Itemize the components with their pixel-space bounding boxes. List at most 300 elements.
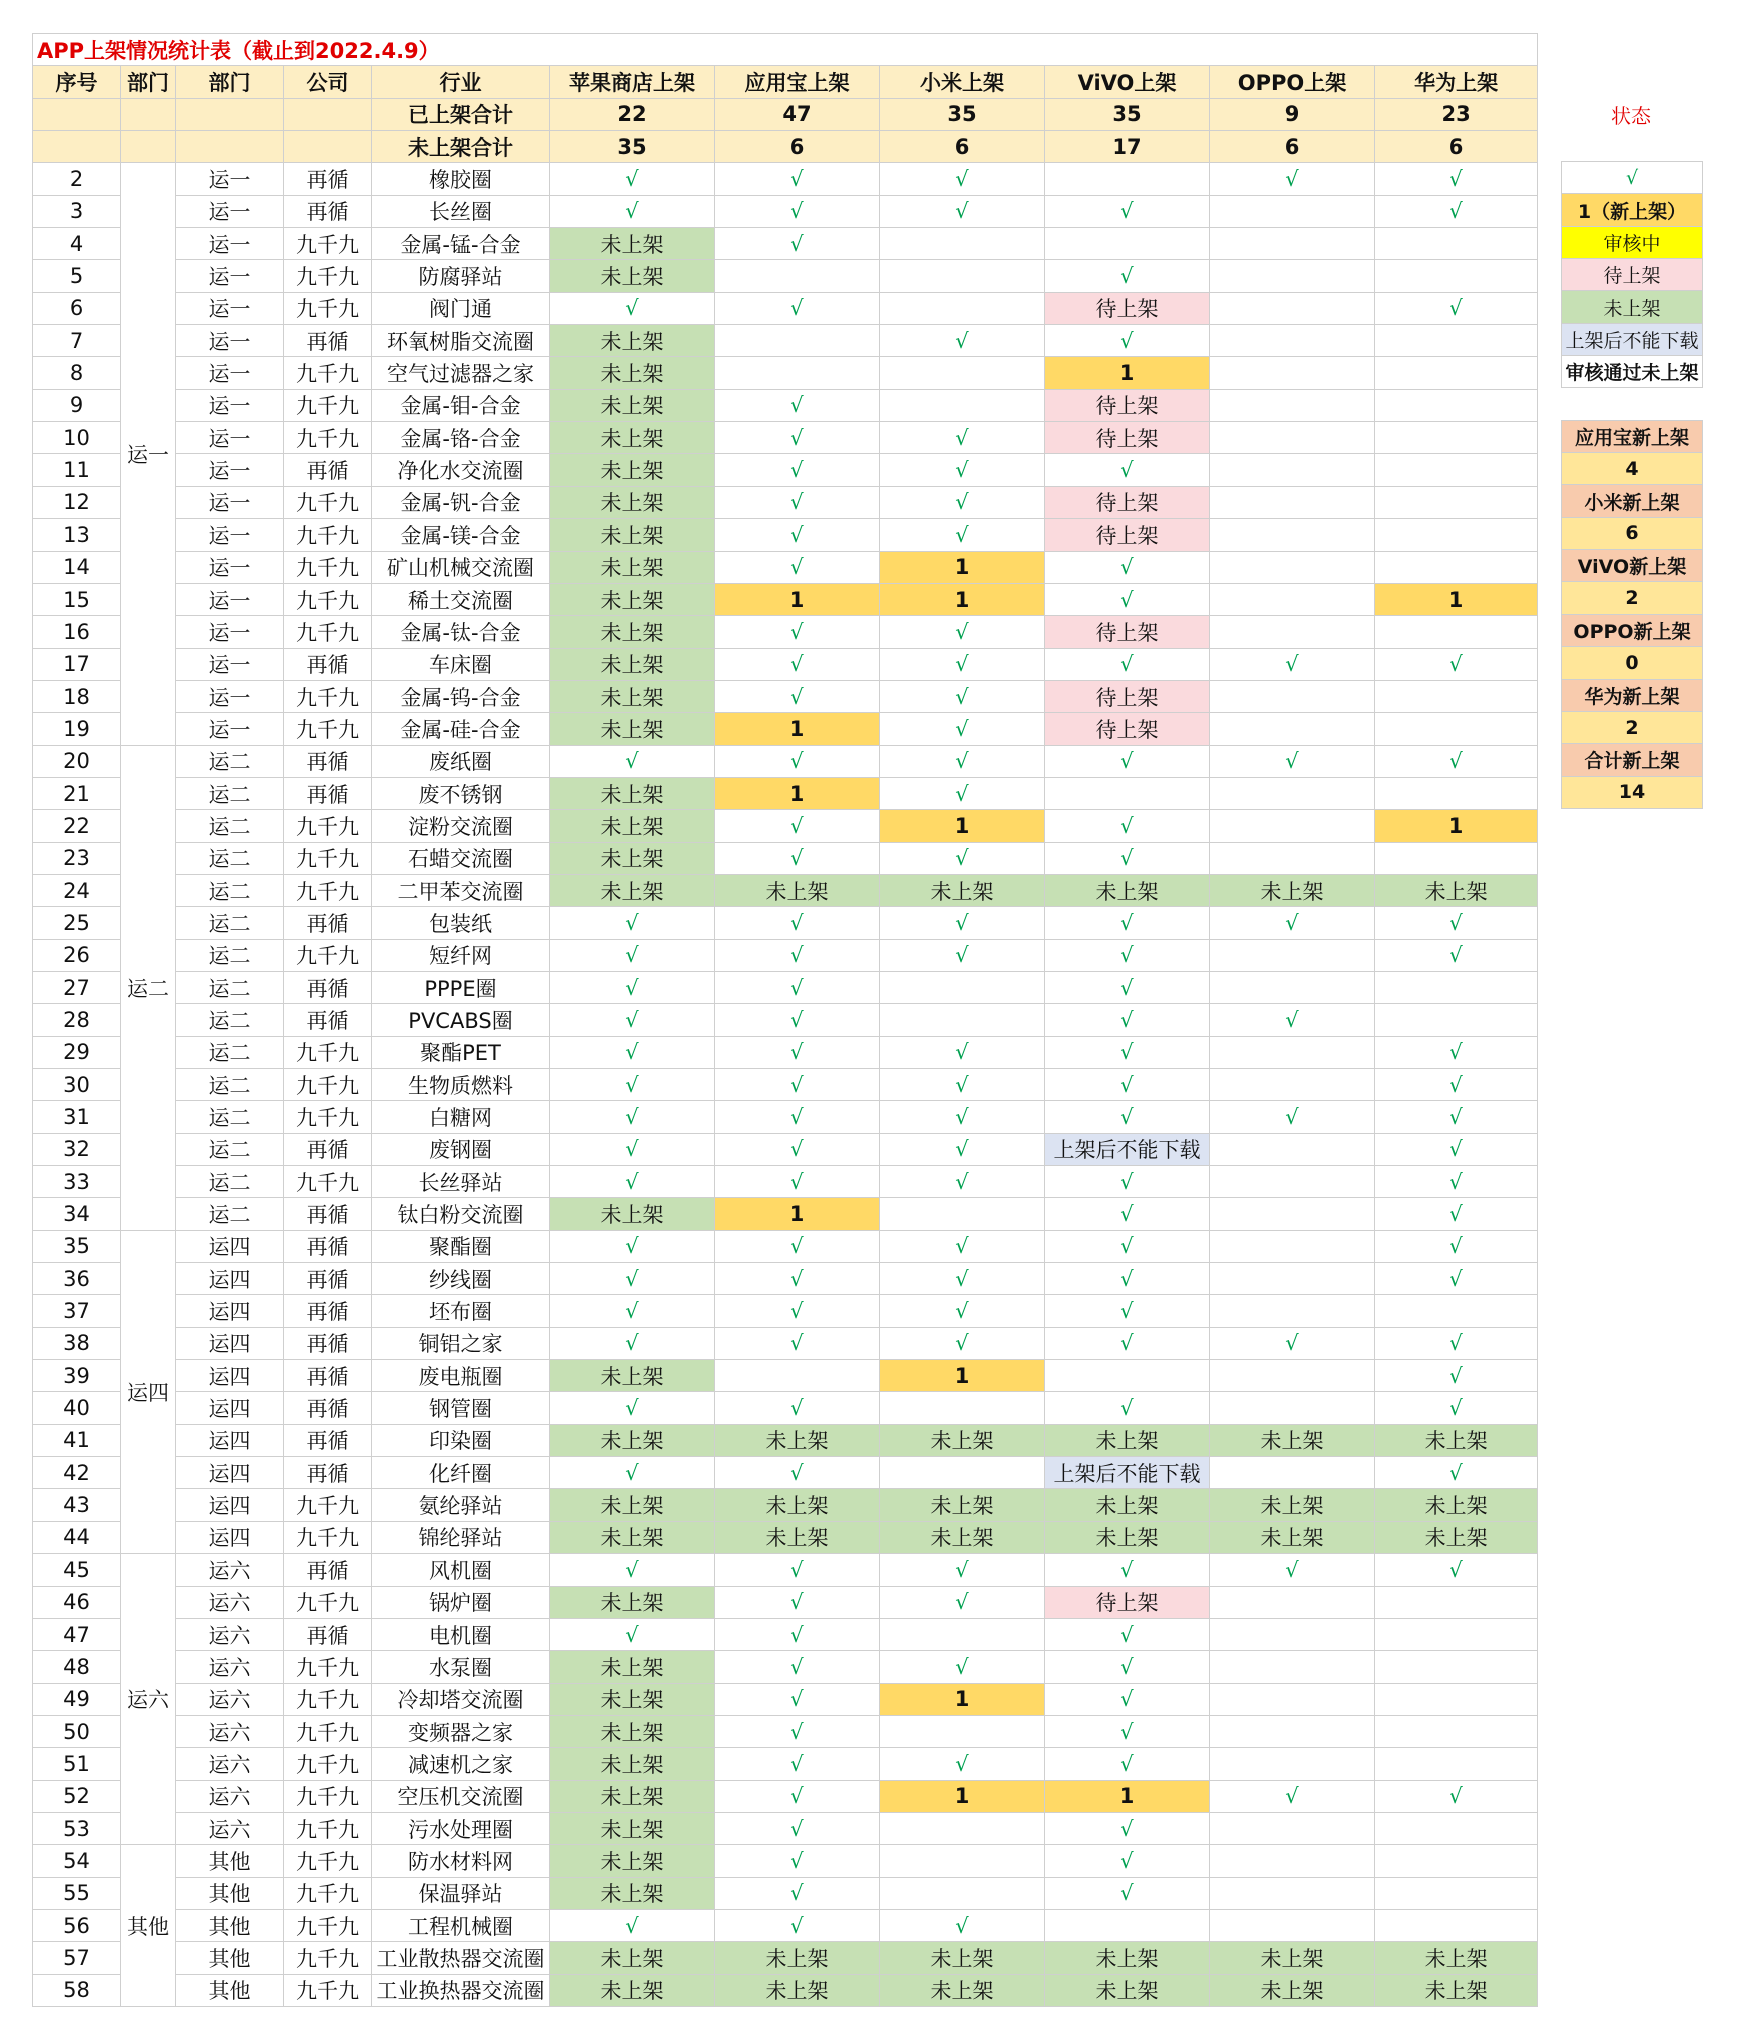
legend-stat-row [1562, 744, 1703, 776]
industry-cell: 保温驿站 [372, 1877, 550, 1909]
industry-cell: 锅炉圈 [372, 1586, 550, 1618]
company-cell: 九千九 [284, 1521, 372, 1553]
legend-stat-row [1562, 420, 1703, 452]
row-number: 29 [33, 1036, 121, 1068]
company-cell: 再循 [284, 163, 372, 195]
company-cell: 九千九 [284, 1942, 372, 1974]
row-number: 17 [33, 648, 121, 680]
row-number: 54 [33, 1845, 121, 1877]
new-listing-count: 6 [1562, 517, 1703, 549]
status-cell [1210, 1069, 1375, 1101]
status-cell: √ [715, 1327, 880, 1359]
status-cell: 未上架 [715, 1521, 880, 1553]
new-listing-count: 2 [1562, 711, 1703, 743]
status-cell: √ [880, 195, 1045, 227]
status-cell: √ [880, 325, 1045, 357]
status-cell: 未上架 [1375, 1521, 1538, 1553]
status-cell [1210, 519, 1375, 551]
status-cell: √ [1375, 1780, 1538, 1812]
table-row [33, 292, 1538, 324]
app-listing-table [32, 33, 1538, 2007]
row-number: 52 [33, 1780, 121, 1812]
industry-cell: 聚酯圈 [372, 1230, 550, 1262]
dept-cell: 运一 [176, 389, 284, 421]
row-number: 31 [33, 1101, 121, 1133]
dept-cell: 运二 [176, 939, 284, 971]
status-cell: 待上架 [1045, 389, 1210, 421]
status-cell: √ [715, 486, 880, 518]
status-cell: 未上架 [550, 1198, 715, 1230]
status-cell: 未上架 [715, 1974, 880, 2006]
status-cell: √ [1375, 648, 1538, 680]
dept-cell: 运六 [176, 1780, 284, 1812]
status-cell: 1 [880, 583, 1045, 615]
status-cell: 未上架 [550, 228, 715, 260]
status-cell: √ [1375, 292, 1538, 324]
legend-stat-row [1562, 582, 1703, 614]
status-cell: 未上架 [1375, 1942, 1538, 1974]
header-cell: 行业 [372, 66, 550, 98]
dept-cell: 运一 [176, 260, 284, 292]
status-cell [715, 260, 880, 292]
status-cell: 待上架 [1045, 680, 1210, 712]
legend-body [1562, 162, 1703, 809]
status-cell: √ [880, 777, 1045, 809]
status-cell: √ [880, 1101, 1045, 1133]
status-cell: √ [715, 648, 880, 680]
status-cell: 未上架 [550, 519, 715, 551]
status-cell: √ [715, 1036, 880, 1068]
table-row [33, 389, 1538, 421]
industry-cell: 环氧树脂交流圈 [372, 325, 550, 357]
status-cell: √ [550, 1069, 715, 1101]
status-cell [715, 325, 880, 357]
dept-cell: 运二 [176, 1198, 284, 1230]
industry-cell: 金属-钛-合金 [372, 616, 550, 648]
status-cell [1375, 1715, 1538, 1747]
industry-cell: 电机圈 [372, 1618, 550, 1650]
dept-cell: 运二 [176, 810, 284, 842]
company-cell: 九千九 [284, 1715, 372, 1747]
row-number: 19 [33, 713, 121, 745]
table-row [33, 1521, 1538, 1553]
status-cell: √ [1375, 1392, 1538, 1424]
table-row [33, 1457, 1538, 1489]
status-cell: √ [715, 939, 880, 971]
status-cell: √ [550, 1101, 715, 1133]
industry-cell: 纱线圈 [372, 1263, 550, 1295]
status-cell: √ [715, 1651, 880, 1683]
status-cell: √ [550, 1166, 715, 1198]
empty-cell [284, 131, 372, 163]
table-row [33, 1812, 1538, 1844]
legend-item: 未上架 [1562, 291, 1703, 323]
company-cell: 再循 [284, 777, 372, 809]
row-number: 53 [33, 1812, 121, 1844]
status-cell: 未上架 [550, 1683, 715, 1715]
company-cell: 九千九 [284, 1036, 372, 1068]
dept-cell: 运一 [176, 616, 284, 648]
company-cell: 再循 [284, 1424, 372, 1456]
status-cell: √ [880, 907, 1045, 939]
status-cell: 1 [1375, 583, 1538, 615]
status-cell: 未上架 [550, 1974, 715, 2006]
summary-value: 47 [715, 98, 880, 130]
status-cell: √ [715, 1230, 880, 1262]
row-number: 30 [33, 1069, 121, 1101]
status-cell: √ [715, 1101, 880, 1133]
company-cell: 再循 [284, 454, 372, 486]
status-cell [1210, 1198, 1375, 1230]
status-cell [1375, 1812, 1538, 1844]
industry-cell: 聚酯PET [372, 1036, 550, 1068]
status-cell: √ [715, 1133, 880, 1165]
status-cell [1375, 680, 1538, 712]
dept-cell: 运一 [176, 583, 284, 615]
company-cell: 再循 [284, 1360, 372, 1392]
table-row [33, 1327, 1538, 1359]
status-cell [1210, 1909, 1375, 1941]
row-number: 36 [33, 1263, 121, 1295]
status-cell: √ [550, 1036, 715, 1068]
status-cell [715, 1360, 880, 1392]
dept-cell: 运四 [176, 1327, 284, 1359]
dept-cell: 运二 [176, 971, 284, 1003]
status-cell: √ [1045, 745, 1210, 777]
status-cell: 1 [880, 1683, 1045, 1715]
legend-row [1562, 194, 1703, 226]
company-cell: 再循 [284, 1295, 372, 1327]
dept-group: 运二 [121, 745, 176, 1230]
status-cell: √ [715, 195, 880, 227]
status-cell: 未上架 [1210, 1521, 1375, 1553]
status-cell: 1 [880, 1780, 1045, 1812]
status-cell: 未上架 [550, 874, 715, 906]
status-cell: √ [1045, 1295, 1210, 1327]
sheet-title: APP上架情况统计表（截止到2022.4.9） [33, 34, 1538, 66]
status-cell: 未上架 [550, 616, 715, 648]
status-cell: √ [880, 1295, 1045, 1327]
company-cell: 九千九 [284, 260, 372, 292]
row-number: 32 [33, 1133, 121, 1165]
dept-cell: 运一 [176, 292, 284, 324]
status-cell: 未上架 [1375, 1424, 1538, 1456]
dept-cell: 运六 [176, 1554, 284, 1586]
status-cell [1210, 1360, 1375, 1392]
status-cell: √ [880, 486, 1045, 518]
dept-cell: 运六 [176, 1748, 284, 1780]
status-cell: √ [1210, 648, 1375, 680]
status-cell [1210, 1457, 1375, 1489]
status-cell [1375, 1618, 1538, 1650]
status-cell [1375, 551, 1538, 583]
status-cell: √ [1045, 1618, 1210, 1650]
table-row [33, 874, 1538, 906]
table-row [33, 971, 1538, 1003]
status-cell [1045, 1909, 1210, 1941]
summary-value: 17 [1045, 131, 1210, 163]
company-cell: 九千九 [284, 874, 372, 906]
table-row [33, 1101, 1538, 1133]
header-cell: 小米上架 [880, 66, 1045, 98]
company-cell: 九千九 [284, 1586, 372, 1618]
status-cell [1210, 1748, 1375, 1780]
table-row [33, 1651, 1538, 1683]
status-cell: √ [715, 842, 880, 874]
legend-gap-cell [1562, 388, 1703, 420]
row-number: 4 [33, 228, 121, 260]
status-cell [1210, 228, 1375, 260]
status-cell [1375, 389, 1538, 421]
industry-cell: 净化水交流圈 [372, 454, 550, 486]
status-cell: √ [715, 810, 880, 842]
table-row [33, 1554, 1538, 1586]
status-cell [1210, 389, 1375, 421]
table-row [33, 745, 1538, 777]
row-number: 6 [33, 292, 121, 324]
status-cell: √ [880, 745, 1045, 777]
status-cell: 1 [715, 583, 880, 615]
industry-cell: 工业换热器交流圈 [372, 1974, 550, 2006]
row-number: 56 [33, 1909, 121, 1941]
status-cell [880, 1392, 1045, 1424]
status-cell: 未上架 [550, 713, 715, 745]
company-cell: 再循 [284, 1327, 372, 1359]
dept-cell: 运一 [176, 195, 284, 227]
company-cell: 九千九 [284, 292, 372, 324]
company-cell: 九千九 [284, 939, 372, 971]
header-cell: 序号 [33, 66, 121, 98]
new-listing-label: ViVO新上架 [1562, 550, 1703, 582]
dept-cell: 运二 [176, 777, 284, 809]
status-cell [1210, 777, 1375, 809]
status-cell [1375, 260, 1538, 292]
row-number: 34 [33, 1198, 121, 1230]
status-cell: √ [715, 1877, 880, 1909]
table-row [33, 422, 1538, 454]
status-cell: √ [1045, 1101, 1210, 1133]
legend-item: 待上架 [1562, 259, 1703, 291]
dept-cell: 运一 [176, 422, 284, 454]
industry-cell: 钛白粉交流圈 [372, 1198, 550, 1230]
table-row [33, 1586, 1538, 1618]
header-cell: OPPO上架 [1210, 66, 1375, 98]
company-cell: 再循 [284, 1230, 372, 1262]
status-cell [880, 292, 1045, 324]
status-cell [1045, 163, 1210, 195]
status-cell: √ [880, 939, 1045, 971]
company-cell: 九千九 [284, 1101, 372, 1133]
empty-cell [284, 98, 372, 130]
status-cell: √ [1045, 1554, 1210, 1586]
table-row [33, 1748, 1538, 1780]
status-cell [1210, 1133, 1375, 1165]
industry-cell: 水泵圈 [372, 1651, 550, 1683]
new-listing-count: 0 [1562, 647, 1703, 679]
summary-value: 6 [715, 131, 880, 163]
row-number: 44 [33, 1521, 121, 1553]
status-cell: 未上架 [550, 1845, 715, 1877]
row-number: 58 [33, 1974, 121, 2006]
dept-group: 运六 [121, 1554, 176, 1845]
status-cell: √ [1045, 1069, 1210, 1101]
status-cell [1375, 1004, 1538, 1036]
status-cell: 待上架 [1045, 713, 1210, 745]
status-cell [1210, 1295, 1375, 1327]
new-listing-count: 4 [1562, 453, 1703, 485]
status-cell: 未上架 [715, 1942, 880, 1974]
company-cell: 九千九 [284, 1877, 372, 1909]
status-cell: √ [715, 1715, 880, 1747]
status-cell: √ [1210, 907, 1375, 939]
industry-cell: 废纸圈 [372, 745, 550, 777]
status-cell: √ [880, 648, 1045, 680]
table-row [33, 1942, 1538, 1974]
status-cell: 未上架 [1375, 874, 1538, 906]
status-cell: √ [715, 389, 880, 421]
industry-cell: 石蜡交流圈 [372, 842, 550, 874]
row-number: 9 [33, 389, 121, 421]
status-cell [1210, 1715, 1375, 1747]
status-cell: 未上架 [550, 680, 715, 712]
dept-cell: 运四 [176, 1424, 284, 1456]
table-row [33, 616, 1538, 648]
status-cell: √ [1375, 1457, 1538, 1489]
status-cell [1375, 1586, 1538, 1618]
dept-cell: 运一 [176, 228, 284, 260]
table-row [33, 939, 1538, 971]
dept-cell: 运一 [176, 163, 284, 195]
dept-cell: 其他 [176, 1877, 284, 1909]
header-cell: 苹果商店上架 [550, 66, 715, 98]
status-cell: √ [550, 195, 715, 227]
table-row [33, 1295, 1538, 1327]
dept-group: 运四 [121, 1230, 176, 1553]
status-cell [880, 228, 1045, 260]
status-cell: √ [1045, 907, 1210, 939]
status-cell: √ [715, 1683, 880, 1715]
dept-cell: 运二 [176, 1036, 284, 1068]
status-cell [1375, 1295, 1538, 1327]
status-cell: √ [715, 971, 880, 1003]
summary-value: 35 [1045, 98, 1210, 130]
dept-group: 运一 [121, 163, 176, 745]
status-cell: √ [1375, 1101, 1538, 1133]
industry-cell: 包装纸 [372, 907, 550, 939]
row-number: 41 [33, 1424, 121, 1456]
company-cell: 九千九 [284, 519, 372, 551]
status-cell: 未上架 [550, 648, 715, 680]
table-row [33, 163, 1538, 195]
status-cell: √ [880, 422, 1045, 454]
row-number: 38 [33, 1327, 121, 1359]
row-number: 14 [33, 551, 121, 583]
company-cell: 再循 [284, 1392, 372, 1424]
industry-cell: 车床圈 [372, 648, 550, 680]
status-cell: √ [880, 1166, 1045, 1198]
status-cell: 待上架 [1045, 616, 1210, 648]
dept-cell: 运一 [176, 713, 284, 745]
table-row [33, 713, 1538, 745]
status-cell: √ [550, 1004, 715, 1036]
status-cell: 未上架 [1375, 1974, 1538, 2006]
company-cell: 九千九 [284, 389, 372, 421]
industry-cell: 风机圈 [372, 1554, 550, 1586]
status-cell [1210, 1392, 1375, 1424]
status-cell: √ [1210, 1327, 1375, 1359]
status-cell [1210, 422, 1375, 454]
status-cell: 未上架 [550, 1715, 715, 1747]
status-cell: 未上架 [550, 1748, 715, 1780]
company-cell: 再循 [284, 745, 372, 777]
status-cell: √ [715, 1618, 880, 1650]
summary-value: 22 [550, 98, 715, 130]
row-number: 51 [33, 1748, 121, 1780]
status-cell [1375, 616, 1538, 648]
status-cell [1210, 680, 1375, 712]
summary-label: 未上架合计 [372, 131, 550, 163]
empty-cell [176, 98, 284, 130]
status-cell: √ [550, 1295, 715, 1327]
status-cell: 未上架 [550, 1489, 715, 1521]
status-cell [715, 357, 880, 389]
dept-cell: 运六 [176, 1812, 284, 1844]
status-cell [880, 971, 1045, 1003]
status-cell: 未上架 [1045, 1489, 1210, 1521]
status-cell [1210, 1586, 1375, 1618]
status-cell: 未上架 [550, 1651, 715, 1683]
status-cell: √ [880, 1069, 1045, 1101]
legend-stat-row [1562, 517, 1703, 549]
status-cell: 未上架 [550, 777, 715, 809]
status-cell: 未上架 [550, 1812, 715, 1844]
status-cell: √ [715, 228, 880, 260]
new-listing-label: 应用宝新上架 [1562, 420, 1703, 452]
legend-stat-row [1562, 614, 1703, 646]
status-cell: 未上架 [550, 1521, 715, 1553]
status-cell: 未上架 [715, 874, 880, 906]
status-cell: 未上架 [550, 260, 715, 292]
company-cell: 九千九 [284, 1812, 372, 1844]
status-cell: 未上架 [550, 583, 715, 615]
table-row [33, 1230, 1538, 1262]
status-cell [880, 1198, 1045, 1230]
row-number: 21 [33, 777, 121, 809]
status-cell [880, 1812, 1045, 1844]
status-cell: √ [1375, 1166, 1538, 1198]
status-cell [1210, 551, 1375, 583]
status-cell [1210, 1683, 1375, 1715]
company-cell: 再循 [284, 1554, 372, 1586]
status-cell: √ [1210, 1780, 1375, 1812]
company-cell: 九千九 [284, 583, 372, 615]
status-cell [880, 260, 1045, 292]
status-cell: 未上架 [880, 874, 1045, 906]
legend-title: 状态 [1611, 104, 1651, 128]
dept-cell: 其他 [176, 1909, 284, 1941]
dept-cell: 运一 [176, 648, 284, 680]
company-cell: 九千九 [284, 680, 372, 712]
company-cell: 九千九 [284, 486, 372, 518]
table-row [33, 777, 1538, 809]
status-cell: √ [715, 292, 880, 324]
status-cell: √ [1375, 907, 1538, 939]
table-row [33, 1004, 1538, 1036]
table-row [33, 907, 1538, 939]
industry-cell: 淀粉交流圈 [372, 810, 550, 842]
status-cell: √ [880, 1909, 1045, 1941]
row-number: 8 [33, 357, 121, 389]
